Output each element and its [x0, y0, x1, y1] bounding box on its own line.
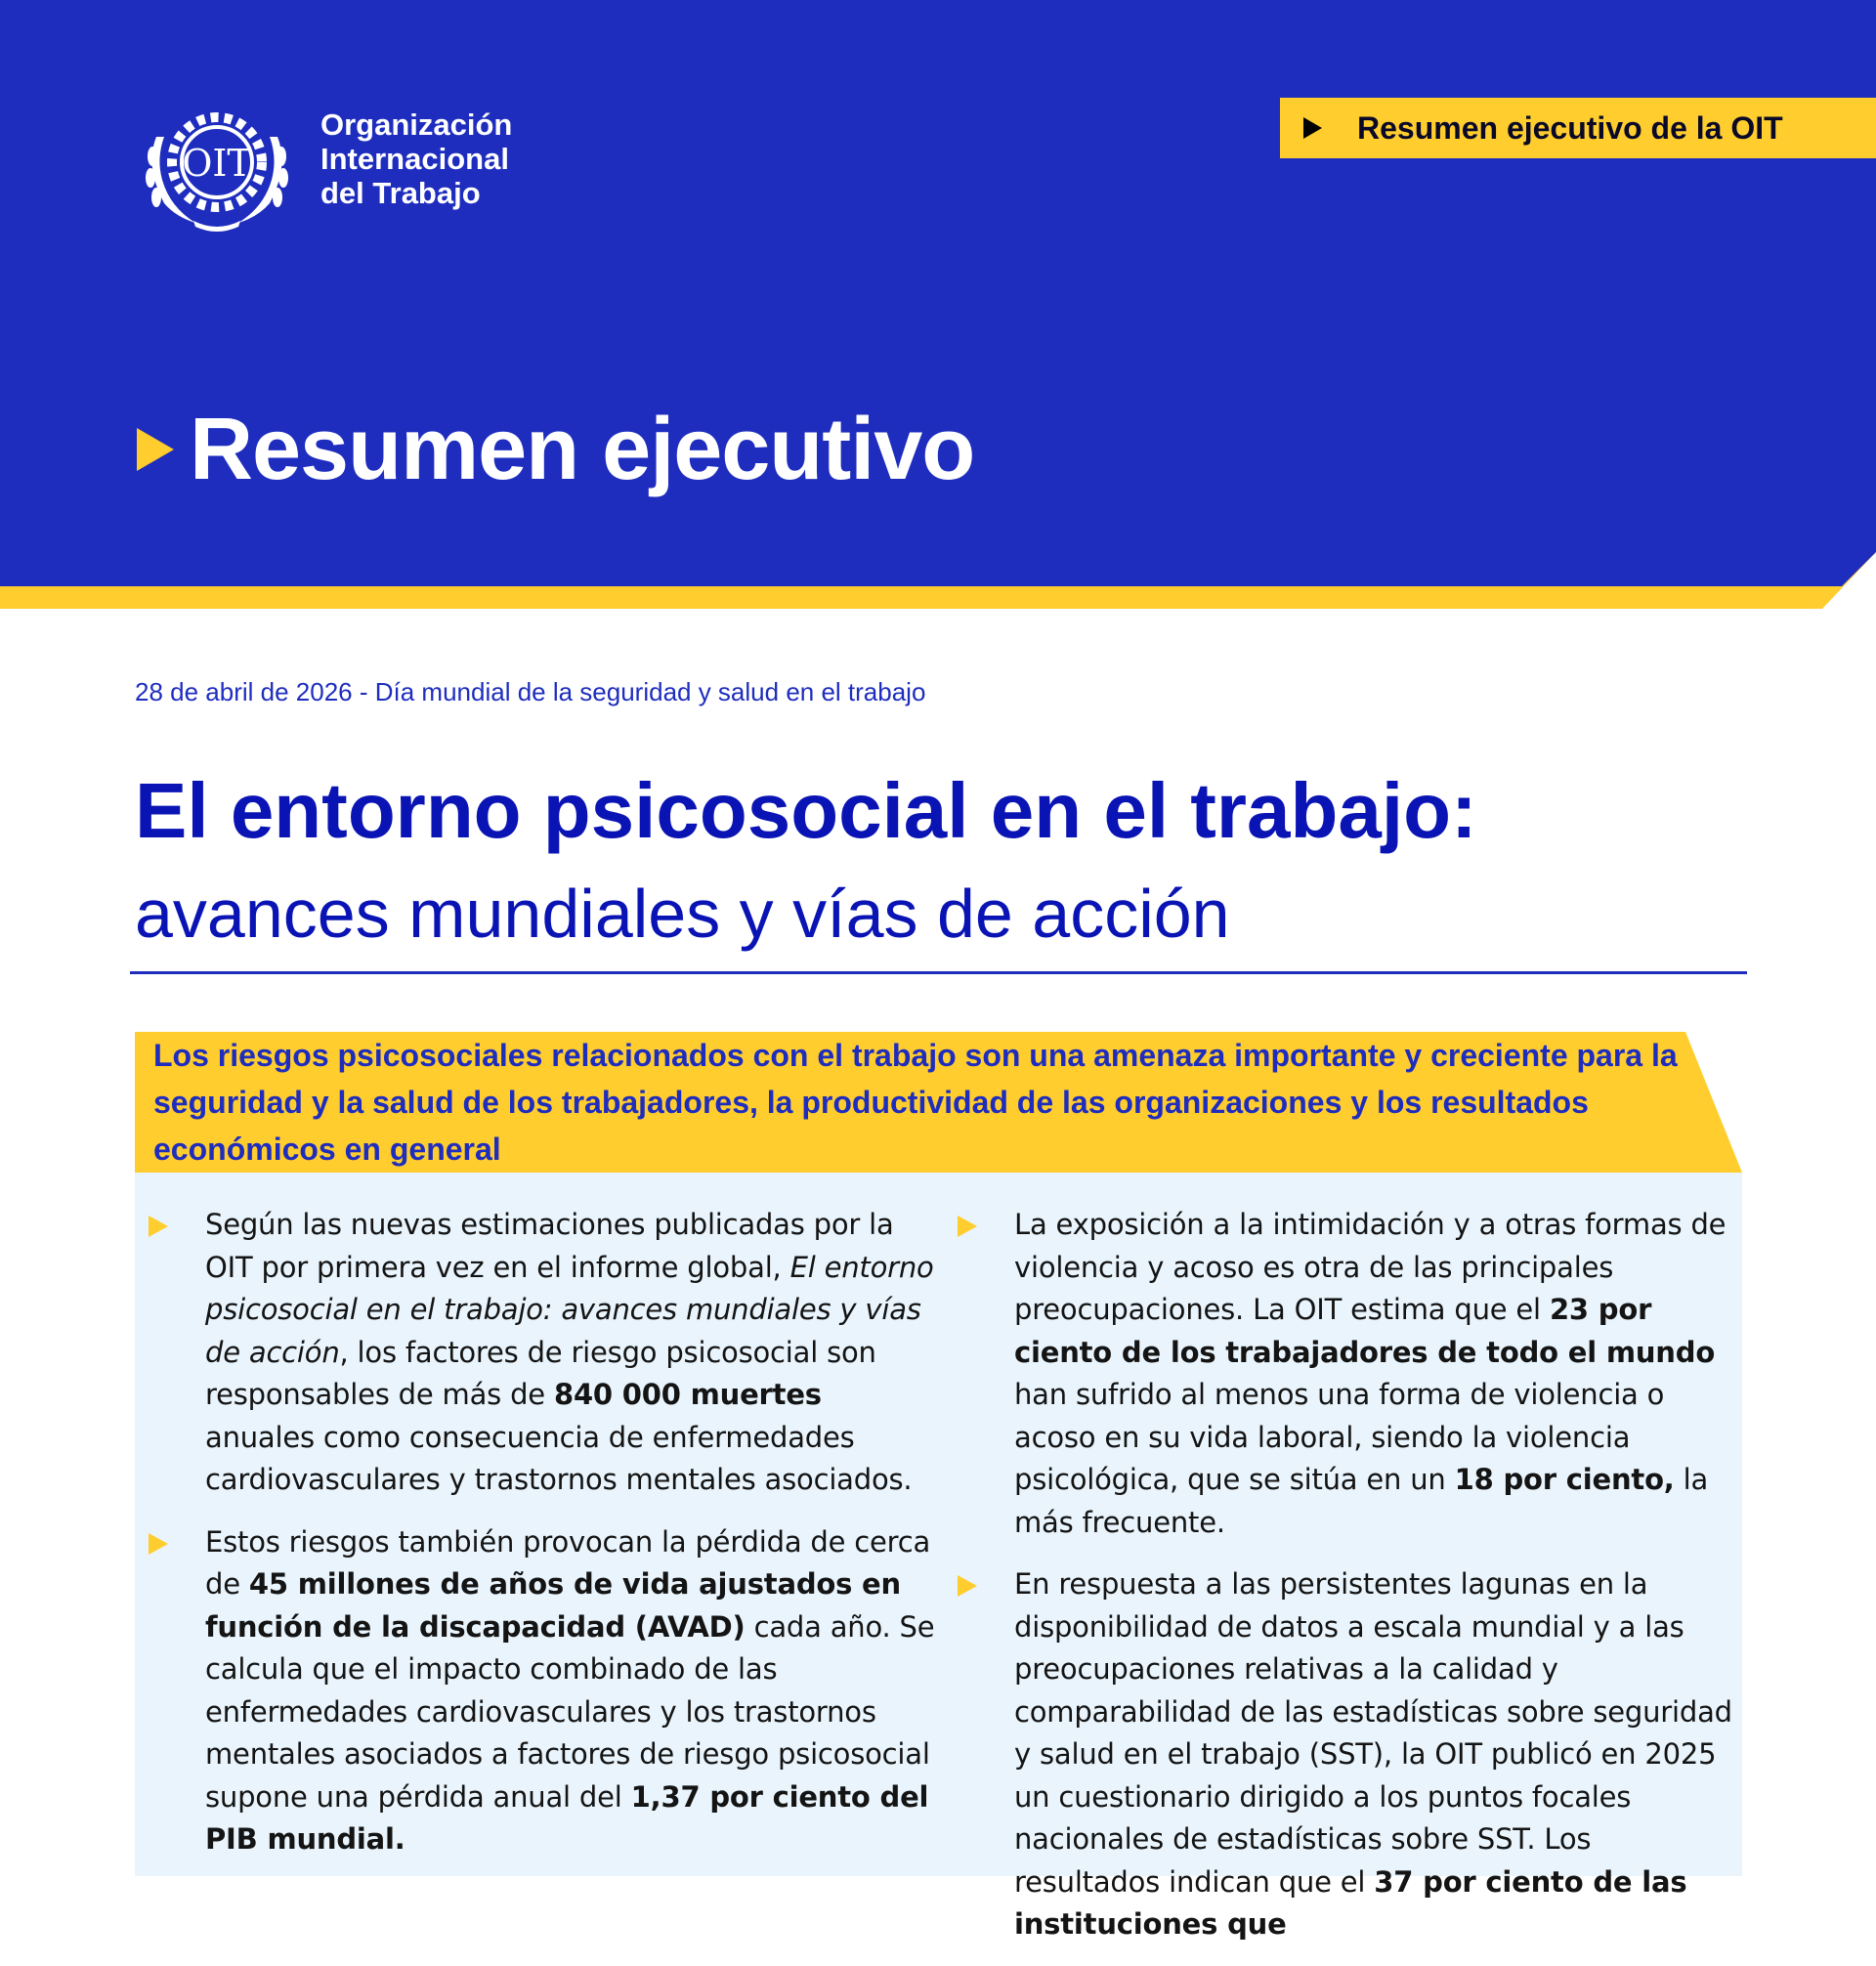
key-points-column-right — [1014, 1204, 1732, 1966]
date-line: 28 de abril de 2026 - Día mundial de la seguridad y salud en el trabajo — [135, 677, 926, 706]
text-run: han sufrido al menos una forma de violencia o acoso en su vida laboral, siendo la violencia psicológica, que se sitúa en un — [1014, 1378, 1665, 1496]
key-point — [205, 1521, 938, 1861]
play-arrow-icon — [137, 428, 174, 471]
text-run: En respuesta a las persistentes lagunas en la disponibilidad de datos a escala mundial y a las preocupaciones relativas a la calidad y comparabilidad de las estadísticas sobre seguridad y salud en el trabajo (SST), la OIT publicó en 2025 un cuestionario dirigido a los puntos focales nacionales de estadísticas sobre SST. Los resultados indican que el — [1014, 1567, 1732, 1899]
key-point-text — [1014, 1563, 1732, 1946]
text-run: La exposición a la intimidación y a otras formas de violencia y acoso es otra de las principales preocupaciones. La OIT estima que el — [1014, 1208, 1727, 1326]
bullet-arrow-icon — [958, 1216, 977, 1237]
text-run: anuales como consecuencia de enfermedades cardiovasculares y trastornos mentales asociados. — [205, 1420, 913, 1496]
logo-text: OIT — [182, 142, 252, 185]
key-point-text — [205, 1521, 938, 1861]
emphasis-bold: 37 por ciento de las instituciones que — [1014, 1864, 1687, 1941]
emphasis-bold: 18 por ciento, — [1454, 1463, 1675, 1496]
org-name-line: Internacional — [320, 142, 509, 176]
executive-summary-badge — [1280, 98, 1876, 158]
key-point — [205, 1204, 938, 1502]
key-point — [1014, 1204, 1732, 1544]
org-name-line: del Trabajo — [320, 176, 481, 210]
bullet-arrow-icon — [958, 1575, 977, 1597]
key-points-column-left — [205, 1204, 938, 1881]
text-run: la más frecuente. — [1014, 1463, 1709, 1539]
title-divider — [130, 971, 1747, 974]
text-run: Estos riesgos también provocan la pérdida de cerca de — [205, 1524, 931, 1601]
hero-title-text: Resumen ejecutivo — [190, 401, 975, 498]
bullet-arrow-icon — [149, 1216, 168, 1237]
play-arrow-icon — [1303, 117, 1322, 139]
key-point — [1014, 1563, 1732, 1946]
bullet-arrow-icon — [149, 1533, 168, 1555]
page-subtitle: avances mundiales y vías de acción — [135, 876, 1230, 952]
key-point-text — [205, 1204, 938, 1502]
text-run: Según las nuevas estimaciones publicadas por la OIT por primera vez en el informe global, — [205, 1208, 894, 1284]
emphasis-bold: 45 millones de años de vida ajustados en función de la discapacidad (AVAD) — [205, 1567, 901, 1644]
highlight-text: Los riesgos psicosociales relacionados con el trabajo son una amenaza importante y creciente para la seguridad y la salud de los trabajadores, la productividad de las organizaciones y los resultados económicos en general — [153, 1038, 1678, 1167]
org-name — [320, 107, 512, 210]
page-title: El entorno psicosocial en el trabajo: — [135, 767, 1477, 854]
emphasis-bold: 1,37 por ciento del PIB mundial. — [205, 1779, 929, 1856]
emphasis-bold: 840 000 muertes — [553, 1378, 822, 1411]
text-run: , los factores de riesgo psicosocial son responsables de más de — [205, 1335, 876, 1411]
key-point-text — [1014, 1204, 1732, 1544]
report-title-italic: El entorno psicosocial en el trabajo: avances mundiales y vías de acción — [205, 1250, 934, 1369]
hero-title — [137, 396, 974, 503]
oit-logo-icon — [137, 98, 298, 235]
text-run: cada año. Se calcula que el impacto combinado de las enfermedades cardiovasculares y los trastornos mentales asociados a factores de riesgo psicosocial supone una pérdida anual del — [205, 1609, 935, 1814]
badge-label: Resumen ejecutivo de la OIT — [1357, 109, 1783, 146]
emphasis-bold: 23 por ciento de los trabajadores de todo el mundo — [1014, 1293, 1716, 1369]
org-name-line: Organización — [320, 107, 513, 142]
